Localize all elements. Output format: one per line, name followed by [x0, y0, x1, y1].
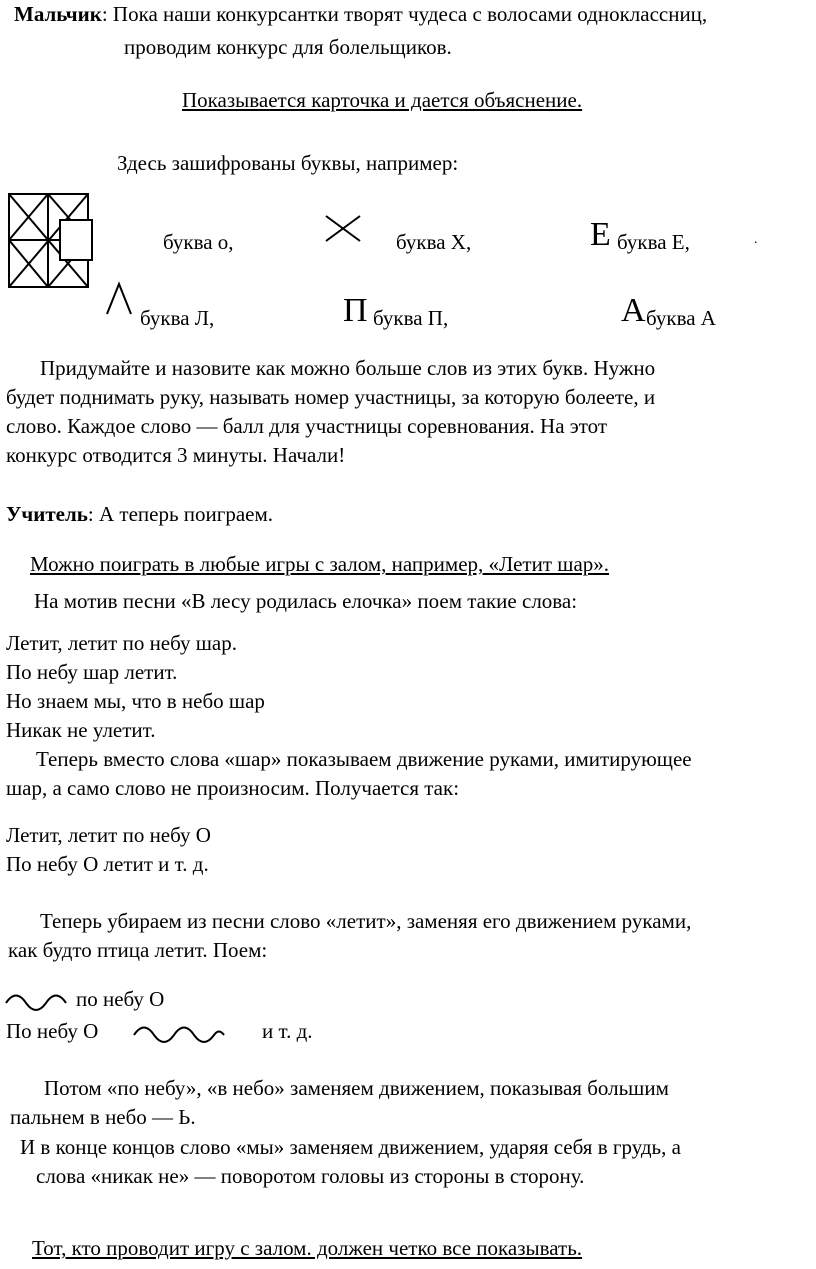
intro-line-2: проводим конкурс для болельщиков.	[124, 35, 452, 59]
cipher-x: буква Х,	[396, 230, 472, 254]
card-note: Показывается карточка и дается объяснение.	[182, 88, 583, 112]
cipher-l: буква Л,	[140, 306, 215, 330]
task-line-3: слово. Каждое слово — балл для участницы соревнования. На этот	[6, 414, 608, 438]
teacher-line	[6, 502, 273, 526]
cipher-e: буква Е,	[617, 230, 690, 254]
bird-wave-2	[134, 1028, 224, 1043]
l-symbol	[107, 284, 131, 314]
variant2-intro-1: Теперь убираем из песни слово «летит», заменяя его движением руками,	[40, 909, 692, 933]
closing-note: Тот, кто проводит игру с залом. должен четко все показывать.	[32, 1236, 583, 1260]
speaker-boy: Мальчик	[14, 2, 102, 26]
cipher-intro: Здесь зашифрованы буквы, например:	[117, 151, 459, 175]
task-line-4: конкурс отводится 3 минуты. Начали!	[6, 443, 346, 467]
stray-dot: .	[754, 232, 758, 247]
final-line-2: пальнем в небо — Ь.	[10, 1105, 196, 1129]
variant2-line-2b: и т. д.	[262, 1019, 313, 1043]
song-intro: На мотив песни «В лесу родилась елочка» поем такие слова:	[34, 589, 578, 613]
song-line-3: Но знаем мы, что в небо шар	[6, 689, 265, 713]
teacher-text: : А теперь поиграем.	[87, 502, 274, 526]
variant1-line-2: По небу О летит и т. д.	[6, 852, 209, 876]
task-line-1: Придумайте и назовите как можно больше слов из этих букв. Нужно	[40, 356, 656, 380]
cipher-p-glyph: П	[343, 292, 368, 329]
card-small-box	[60, 220, 92, 260]
cipher-a-glyph: А	[621, 292, 646, 329]
final-line-1: Потом «по небу», «в небо» заменяем движением, показывая большим	[44, 1076, 669, 1100]
speaker-teacher: Учитель	[6, 502, 88, 526]
song-line-2: По небу шар летит.	[6, 660, 178, 684]
final-line-4: слова «никак не» — поворотом головы из стороны в сторону.	[36, 1164, 585, 1188]
task-line-2: будет поднимать руку, называть номер участницы, за которую болеете, и	[6, 385, 656, 409]
song-line-4: Никак не улетит.	[6, 718, 156, 742]
variant2-line-1: по небу О	[76, 987, 165, 1011]
final-line-3: И в конце концов слово «мы» заменяем движением, ударяя себя в грудь, а	[20, 1135, 681, 1159]
cipher-p: буква П,	[373, 306, 449, 330]
song-line-1: Летит, летит по небу шар.	[6, 631, 237, 655]
variant2-line-2a: По небу О	[6, 1019, 99, 1043]
variant2-intro-2: как будто птица летит. Поем:	[8, 938, 268, 962]
variant1-intro-1: Теперь вместо слова «шар» показываем движение руками, имитирующее	[36, 747, 692, 771]
intro-text-1: : Пока наши конкурсантки творят чудеса с волосами одноклассниц,	[101, 2, 708, 26]
variant1-intro-2: шар, а само слово не произносим. Получается так:	[6, 776, 460, 800]
variant1-line-1: Летит, летит по небу О	[6, 823, 211, 847]
cipher-e-glyph: Е	[590, 216, 611, 253]
bird-wave-1	[6, 996, 66, 1011]
cipher-a: буква А	[646, 306, 716, 330]
games-note: Можно поиграть в любые игры с залом, например, «Летит шар».	[30, 552, 610, 576]
cipher-o: буква о,	[163, 230, 234, 254]
